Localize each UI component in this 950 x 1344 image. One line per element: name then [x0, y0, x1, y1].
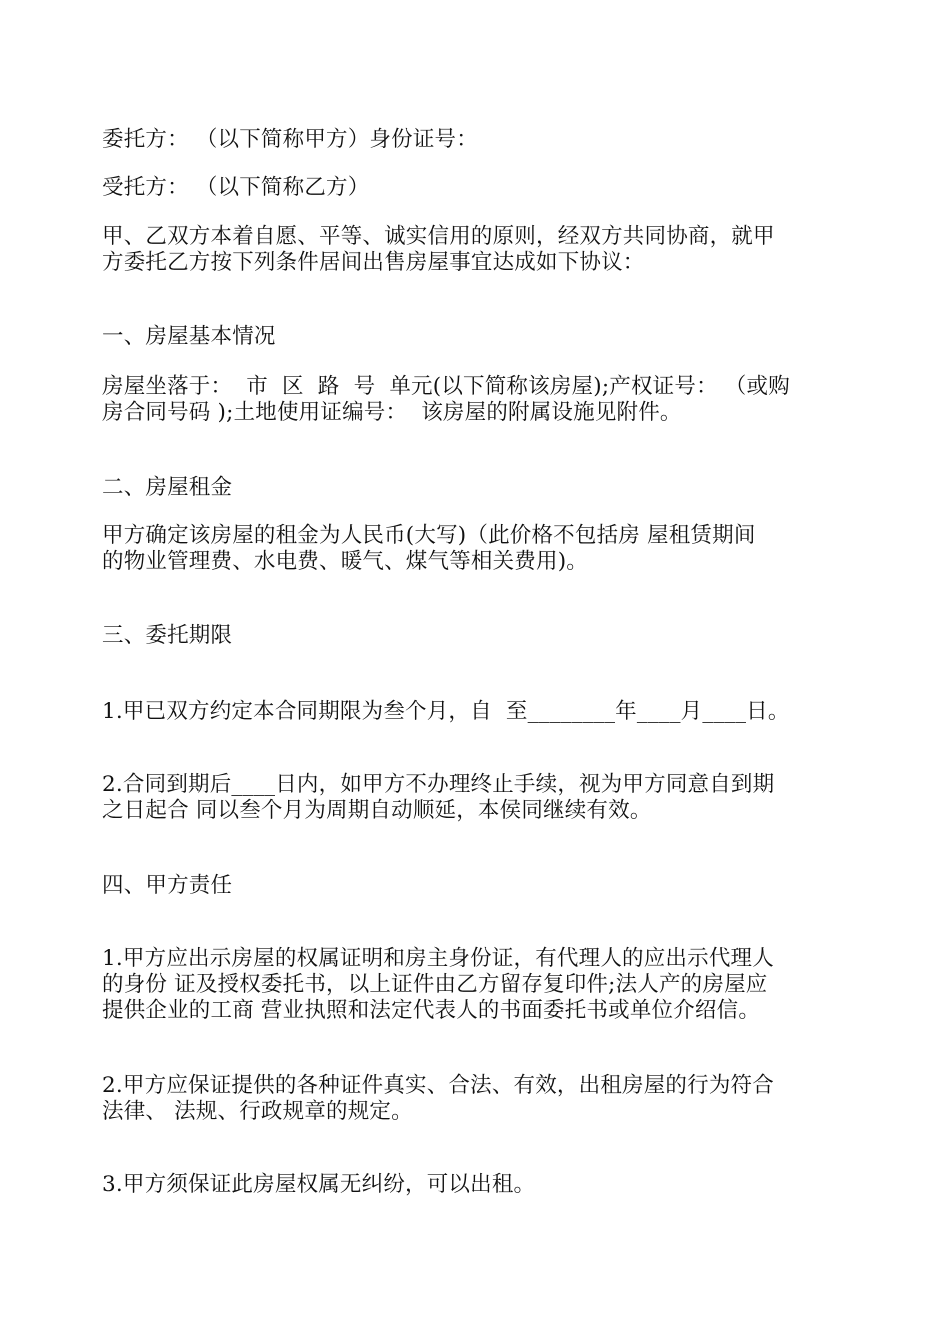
intro-line-1: 甲、乙双方本着自愿、平等、诚实信用的原则，经双方共同协商，就甲	[102, 224, 775, 249]
section4-item-1-line-2: 的身份 证及授权委托书，以上证件由乙方留存复印件;法人产的房屋应	[102, 972, 768, 997]
section4-item-2-line-2: 法律、 法规、行政规章的规定。	[102, 1099, 413, 1124]
intro-line-2: 方委托乙方按下列条件居间出售房屋事宜达成如下协议：	[102, 250, 645, 275]
section3-item-1: 1.甲已双方约定本合同期限为叁个月，自 至________年____月____日。	[102, 699, 790, 724]
section2-heading: 二、房屋租金	[102, 475, 233, 500]
section1-line-2: 房合同号码 );土地使用证编号： 该房屋的附属设施见附件。	[102, 400, 682, 425]
section2-line-1: 甲方确定该房屋的租金为人民币(大写)（此价格不包括房 屋租赁期间	[102, 523, 756, 548]
section4-item-1-line-1: 1.甲方应出示房屋的权属证明和房主身份证，有代理人的应出示代理人	[102, 946, 774, 971]
section3-item-2-line-2: 之日起合 同以叁个月为周期自动顺延，本侯同继续有效。	[102, 798, 652, 823]
section4-heading: 四、甲方责任	[102, 873, 233, 898]
agent-line: 受托方： （以下简称乙方）	[102, 175, 370, 200]
section1-line-1: 房屋坐落于： 市 区 路 号 单元(以下简称该房屋);产权证号： （或购	[102, 374, 790, 399]
section4-item-1-line-3: 提供企业的工商 营业执照和法定代表人的书面委托书或单位介绍信。	[102, 998, 761, 1023]
principal-line: 委托方： （以下简称甲方）身份证号：	[102, 127, 478, 152]
section4-item-2-line-1: 2.甲方应保证提供的各种证件真实、合法、有效，出租房屋的行为符合	[102, 1073, 774, 1098]
section3-item-2-line-1: 2.合同到期后____日内，如甲方不办理终止手续，视为甲方同意自到期	[102, 772, 775, 797]
section3-heading: 三、委托期限	[102, 623, 233, 648]
section2-line-2: 的物业管理费、水电费、暖气、煤气等相关费用)。	[102, 549, 588, 574]
section1-heading: 一、房屋基本情况	[102, 324, 276, 349]
section4-item-3: 3.甲方须保证此房屋权属无纠纷，可以出租。	[102, 1172, 536, 1197]
